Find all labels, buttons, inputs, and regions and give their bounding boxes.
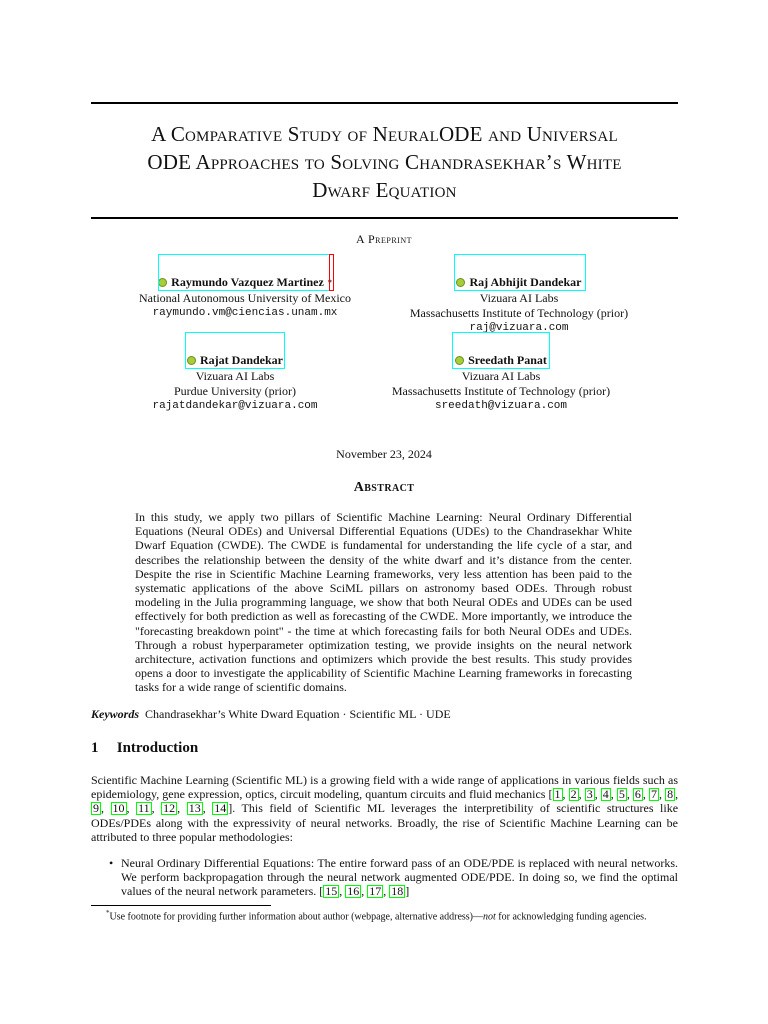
citation-link[interactable]: 10 bbox=[112, 801, 125, 816]
author-link-box-2[interactable] bbox=[454, 254, 586, 291]
citation-link[interactable]: 8 bbox=[667, 787, 674, 802]
author-affiliation-2: Massachusetts Institute of Technology (prior) bbox=[409, 306, 629, 320]
author-footnote-marker[interactable]: * bbox=[327, 278, 332, 287]
bullet-text: Neural Ordinary Differential Equations: The entire forward pass of an ODE/PDE is replaced with neural networks. We perform backpropagation through the neural network augmented ODE/PDE. In doing so, we find the optimal values of the neural network parameters. bbox=[121, 856, 678, 899]
citation-link[interactable]: 5 bbox=[618, 787, 625, 802]
intro-text: Scientific Machine Learning (Scientific ML) is a growing field with a wide range of applications in various fields such as epidemiology, gene expression, optics, circuit modeling, quantum circuits and fluid mechanics bbox=[91, 773, 678, 802]
author-name-link[interactable]: Raj Abhijit Dandekar bbox=[469, 275, 582, 289]
intro-text-2: . This field of Scientific ML leverages the interpretibility of scientific structures like ODEs/PDEs along with the expressivity of neural networks. Broadly, the rise of Scientific Machine Learning can be attributed to three popular methodologies: bbox=[91, 801, 679, 844]
footnote-text-2: for acknowledging funding agencies. bbox=[495, 911, 647, 923]
footnote-text: Use footnote for providing further information about author (webpage, alternative address)— bbox=[109, 911, 483, 923]
author-affiliation: Vizuara AI Labs bbox=[479, 291, 559, 305]
citation-link[interactable]: 12 bbox=[163, 801, 176, 816]
citation-link[interactable]: 17 bbox=[369, 884, 382, 899]
citation-link[interactable]: 2 bbox=[570, 787, 577, 802]
publication-date: November 23, 2024 bbox=[336, 447, 432, 461]
section-number: 1 bbox=[91, 740, 99, 756]
footnote bbox=[91, 907, 678, 923]
author-affiliation: Vizuara AI Labs bbox=[461, 369, 541, 383]
author-email[interactable]: sreedath@vizuara.com bbox=[434, 400, 568, 412]
footnote-marker: * bbox=[106, 909, 110, 917]
title-top-rule bbox=[91, 102, 678, 104]
footnote-emphasis: not bbox=[483, 911, 496, 923]
preprint-label: A Preprint bbox=[355, 232, 412, 246]
citation-link[interactable]: 16 bbox=[347, 884, 360, 899]
list-item: • Neural Ordinary Differential Equations: The entire forward pass of an ODE/PDE is replaced with neural networks. We perform backpropagation through the neural network augmented ODE/PDE. In doing so, we find the optimal values of the neural network parameters. [ 15 , 16 , 17 , 18 ] bbox=[109, 856, 678, 899]
section-title: Introduction bbox=[116, 740, 199, 756]
citation-link[interactable]: 7 bbox=[651, 787, 657, 802]
citation-link[interactable]: 18 bbox=[391, 884, 404, 899]
author-affiliation-2: Purdue University (prior) bbox=[174, 384, 296, 398]
footnote-rule bbox=[91, 905, 271, 906]
footnote-link-box[interactable] bbox=[329, 254, 334, 291]
author-name-link[interactable]: Rajat Dandekar bbox=[200, 353, 283, 367]
author-email[interactable]: raj@vizuara.com bbox=[469, 322, 569, 334]
author-link-box-3[interactable] bbox=[185, 332, 285, 369]
intro-paragraph: Scientific Machine Learning (Scientific ML) is a growing field with a wide range of applications in various fields such as epidemiology, gene expression, optics, circuit modeling, quantum circuits and fluid mechanics [ 1 , 2 , 3 , 4 , 5 , 6 , 7 , 8 , 9 , 10 , 11 , 12 , 13 , 14 ]. This field of Scientific ML leverages the interpretibility of scientific structures like ODEs/PDEs along with the expressivity of neural networks. Broadly, the rise of Scientific Machine Learning can be attributed to three popular methodologies: bbox=[91, 773, 679, 844]
citation-link[interactable]: 9 bbox=[93, 801, 99, 816]
citation-link[interactable]: 6 bbox=[634, 787, 641, 802]
citation-link[interactable]: 1 bbox=[554, 787, 561, 802]
keywords-label: Keywords bbox=[91, 707, 139, 721]
citation-link[interactable]: 4 bbox=[602, 787, 609, 802]
author-email[interactable]: raymundo.vm@ciencias.unam.mx bbox=[152, 307, 338, 319]
paper-title bbox=[91, 120, 678, 204]
author-affiliation: National Autonomous University of Mexico bbox=[139, 291, 351, 305]
abstract-heading: Abstract bbox=[353, 480, 415, 495]
author-affiliation: Vizuara AI Labs bbox=[195, 369, 275, 383]
title-line-3: Dwarf Equation bbox=[312, 178, 457, 202]
author-name-link[interactable]: Sreedath Panat bbox=[468, 353, 547, 367]
abstract-text: In this study, we apply two pillars of Scientific Machine Learning: Neural Ordinary Differential Equations (Neural ODEs) and Universal Differential Equations (UDEs) to the Chandrasekhar White Dwarf Equation (CWDE). The CWDE is fundamental for understanding the life cycle of a star, and describes the relationship between the density of the white dwarf and it’s distance from the center. Despite the rise in Scientific Machine Learning frameworks, very less attention has been paid to the systematic applications of the above SciML pillars on astronomy based ODEs. Through robust modeling in the Julia programming language, we show that both Neural ODEs and UDEs can be used effectively for both prediction as well as forecasting of the CWDE. More importantly, we introduce the "forecasting breakdown point" - the time at which forecasting fails for both Neural ODEs and UDEs. Through a robust hyperparameter optimization testing, we provide insights on the neural network architecture, activation functions and optimizers which provide the best results. This study provides opens a door to investigate the applicability of Scientific Machine Learning frameworks in forecasting tasks for a wide range of scientific domains. bbox=[135, 510, 632, 695]
citation-link[interactable]: 13 bbox=[188, 801, 201, 816]
keywords-text: Chandrasekhar’s White Dward Equation · Scientific ML · UDE bbox=[145, 707, 451, 721]
citation-link[interactable]: 3 bbox=[586, 787, 593, 802]
bullet-icon: • bbox=[109, 856, 114, 870]
citation-link[interactable]: 11 bbox=[138, 801, 150, 816]
section-heading bbox=[91, 740, 198, 757]
citation-link[interactable]: 14 bbox=[214, 801, 227, 816]
title-line-1: A Comparative Study of NeuralODE and Universal bbox=[151, 122, 618, 146]
citation-link[interactable]: 15 bbox=[325, 884, 338, 899]
author-name-link[interactable]: Raymundo Vazquez Martinez bbox=[171, 275, 324, 289]
author-link-box-1[interactable] bbox=[158, 254, 334, 291]
author-affiliation-2: Massachusetts Institute of Technology (prior) bbox=[391, 384, 611, 398]
keywords-line bbox=[91, 707, 678, 722]
author-email[interactable]: rajatdandekar@vizuara.com bbox=[152, 400, 318, 412]
title-bottom-rule bbox=[91, 217, 678, 219]
author-link-box-4[interactable] bbox=[452, 332, 550, 369]
title-line-2: ODE Approaches to Solving Chandrasekhar’s White bbox=[147, 150, 622, 174]
